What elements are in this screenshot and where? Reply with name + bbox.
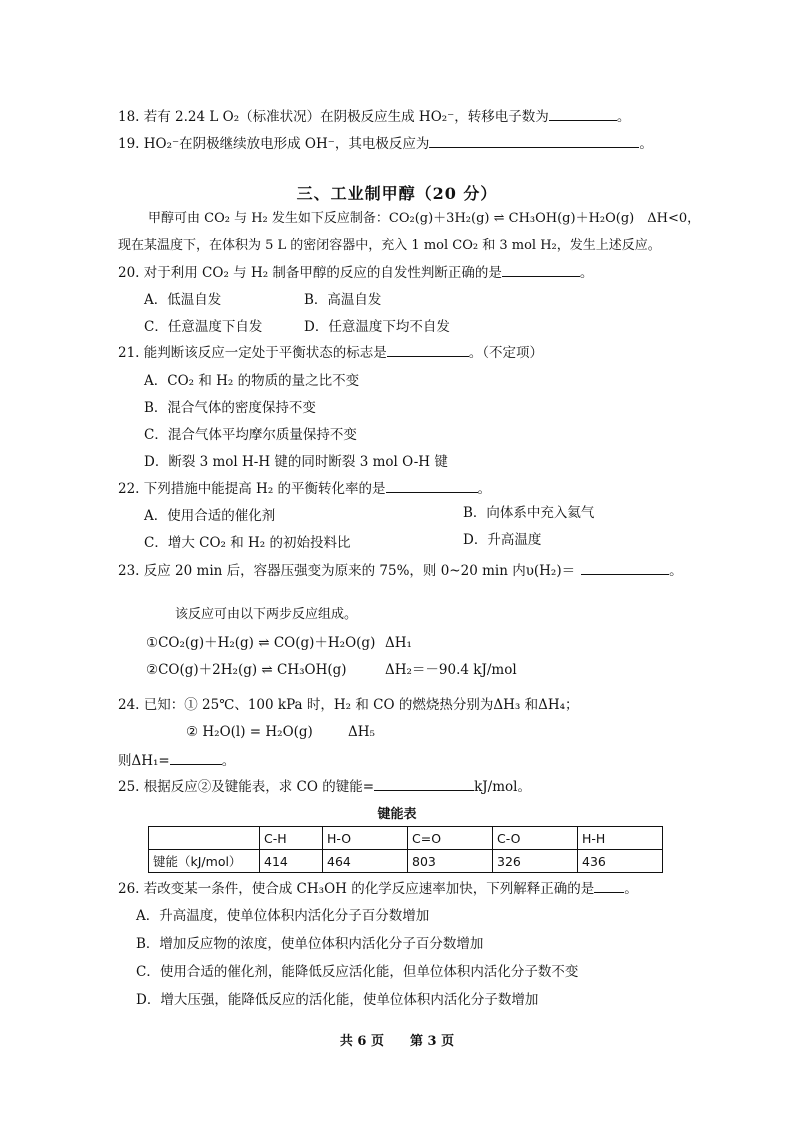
answer-blank[interactable] xyxy=(374,778,474,791)
question-21: 21. 能判断该反应一定处于平衡状态的标志是 。（不定项） xyxy=(118,345,544,361)
q26-option-d: D．增大压强，能降低反应的活化能，使单位体积内活化分子数增加 xyxy=(136,992,539,1008)
question-25: 25. 根据反应②及键能表，求 CO 的键能= kJ/mol。 xyxy=(118,779,531,795)
section-title: 三、工业制甲醇（20 分） xyxy=(296,184,498,203)
table-cell: 414 xyxy=(260,850,323,873)
answer-blank[interactable] xyxy=(594,880,624,893)
table-cell: 436 xyxy=(578,850,663,873)
answer-blank[interactable] xyxy=(549,108,617,121)
q20-option-d: D．任意温度下均不自发 xyxy=(304,319,450,335)
question-22: 22. 下列措施中能提高 H₂ 的平衡转化率的是 。 xyxy=(118,481,492,497)
question-24: 24. 已知：① 25℃、100 kPa 时，H₂ 和 CO 的燃烧热分别为ΔH₃ 和ΔH₄； xyxy=(118,697,579,713)
table-header-cell: H-O xyxy=(323,827,408,850)
q22-option-a: A．使用合适的催化剂 xyxy=(144,508,276,524)
reaction-2: ②CO(g)＋2H₂(g) ⇌ CH₃OH(g) xyxy=(146,662,347,678)
q24-answer-line: 则ΔH₁= 。 xyxy=(118,753,236,769)
reaction-2-dh: ΔH₂＝－90.4 kJ/mol xyxy=(385,662,517,678)
table-cell: 326 xyxy=(493,850,578,873)
question-20: 20. 对于利用 CO₂ 与 H₂ 制备甲醇的反应的自发性判断正确的是 。 xyxy=(118,265,594,281)
q21-option-b: B．混合气体的密度保持不变 xyxy=(144,400,316,416)
intro-line-2: 现在某温度下，在体积为 5 L 的密闭容器中，充入 1 mol CO₂ 和 3 mol H₂，发生上述反应。 xyxy=(118,238,661,253)
page-footer: 共 6 页 第 3 页 xyxy=(339,1034,455,1049)
question-23: 23. 反应 20 min 后，容器压强变为原来的 75%，则 0~20 min 内υ(H₂)＝ 。 xyxy=(118,563,683,579)
q22-option-d: D．升高温度 xyxy=(463,532,542,548)
answer-blank[interactable] xyxy=(581,562,669,575)
question-18: 18. 若有 2.24 L O₂（标准状况）在阴极反应生成 HO₂⁻，转移电子数为 。 xyxy=(118,109,631,125)
reaction-1-dh: ΔH₁ xyxy=(385,635,412,651)
answer-blank[interactable] xyxy=(386,480,478,493)
answer-blank[interactable] xyxy=(429,135,639,148)
q26-option-a: A．升高温度，使单位体积内活化分子百分数增加 xyxy=(136,908,430,924)
table-cell: 464 xyxy=(323,850,408,873)
bond-table-caption: 键能表 xyxy=(377,807,417,822)
reaction-1: ①CO₂(g)＋H₂(g) ⇌ CO(g)＋H₂O(g) xyxy=(146,635,376,651)
q26-option-c: C．使用合适的催化剂，能降低反应活化能，但单位体积内活化分子数不变 xyxy=(136,964,579,980)
table-header-cell xyxy=(149,827,260,850)
two-step-intro: 该反应可由以下两步反应组成。 xyxy=(175,607,358,622)
q22-option-b: B．向体系中充入氦气 xyxy=(463,505,595,521)
table-header-cell: C-H xyxy=(260,827,323,850)
table-cell: 803 xyxy=(408,850,493,873)
answer-blank[interactable] xyxy=(387,344,469,357)
q22-option-c: C．增大 CO₂ 和 H₂ 的初始投料比 xyxy=(144,535,351,551)
bond-energy-table xyxy=(148,826,663,873)
table-header-cell: C=O xyxy=(408,827,493,850)
q20-option-b: B．高温自发 xyxy=(304,292,382,308)
table-row xyxy=(149,850,663,873)
answer-blank[interactable] xyxy=(502,264,580,277)
table-header-cell: C-O xyxy=(493,827,578,850)
q26-option-b: B．增加反应物的浓度，使单位体积内活化分子百分数增加 xyxy=(136,936,484,952)
table-header-cell: H-H xyxy=(578,827,663,850)
question-19: 19. HO₂⁻在阴极继续放电形成 OH⁻，其电极反应为 。 xyxy=(118,136,653,152)
q20-option-a: A．低温自发 xyxy=(144,292,222,308)
table-header-row xyxy=(149,827,663,850)
q21-option-c: C．混合气体平均摩尔质量保持不变 xyxy=(144,427,357,443)
answer-blank[interactable] xyxy=(170,752,222,765)
q21-option-a: A．CO₂ 和 H₂ 的物质的量之比不变 xyxy=(144,373,360,389)
table-row-label: 键能（kJ/mol） xyxy=(149,850,260,873)
question-26: 26. 若改变某一条件，使合成 CH₃OH 的化学反应速率加快，下列解释正确的是 。 xyxy=(118,881,638,897)
q24-equation: ② H₂O(l) = H₂O(g) xyxy=(186,724,313,740)
q20-option-c: C．任意温度下自发 xyxy=(144,319,263,335)
q21-option-d: D．断裂 3 mol H-H 键的同时断裂 3 mol O-H 键 xyxy=(144,454,448,470)
intro-line-1: 甲醇可由 CO₂ 与 H₂ 发生如下反应制备：CO₂(g)＋3H₂(g) ⇌ CH₃OH(g)＋H₂O(g) ΔH<0， xyxy=(148,211,701,226)
q24-equation-dh: ΔH₅ xyxy=(348,724,375,740)
